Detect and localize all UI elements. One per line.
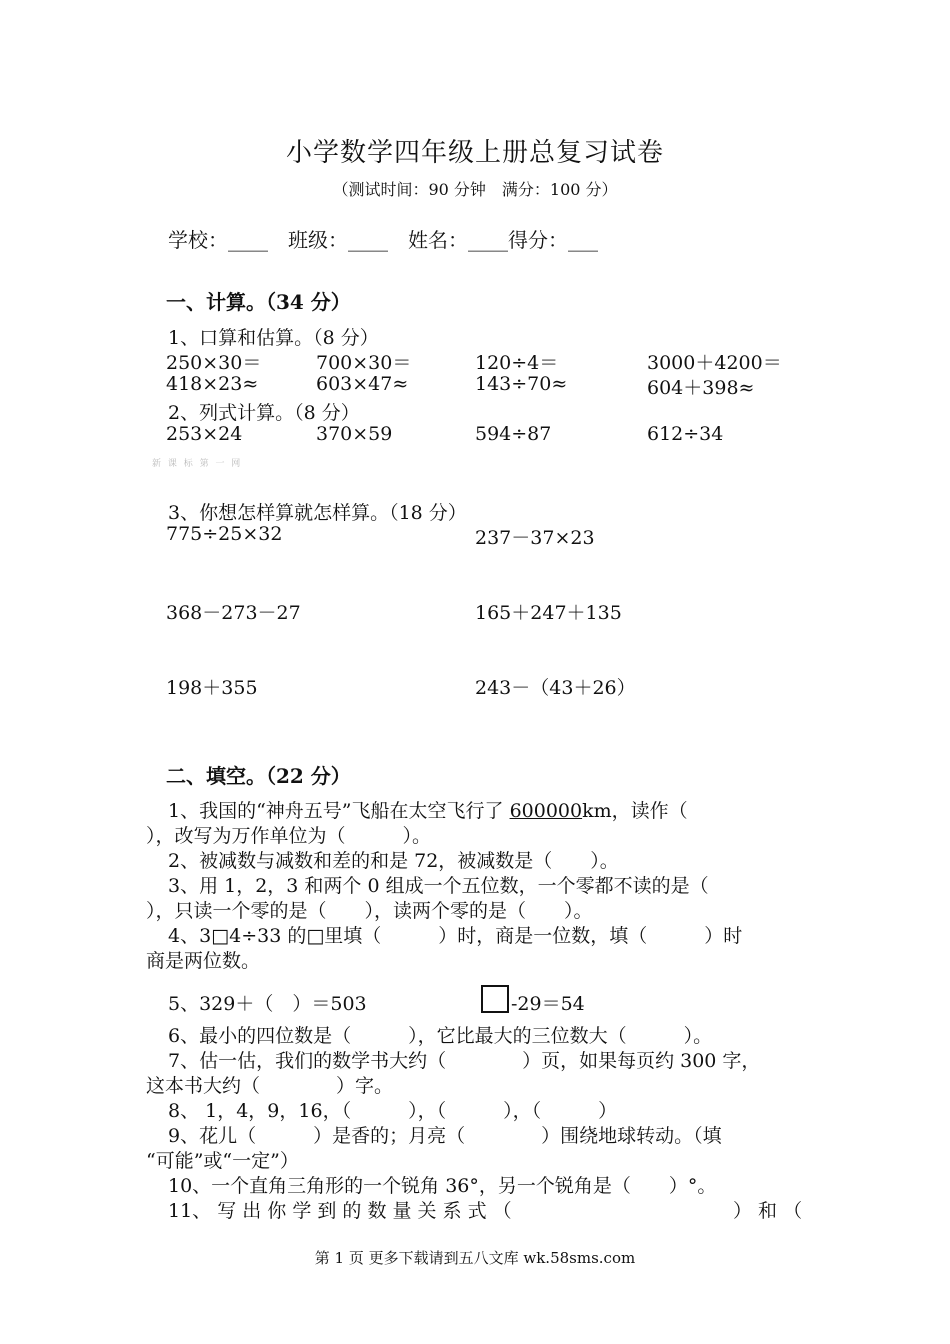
q3-item-4: 165＋247＋135 xyxy=(475,602,622,624)
q1-r1-c3: 120÷4＝ xyxy=(475,352,559,374)
q1-r2-c2: 603×47≈ xyxy=(316,373,409,395)
fill-line-3b: ），只读一个零的是（ ），读两个零的是（ ）。 xyxy=(146,900,593,922)
q2-c4: 612÷34 xyxy=(647,423,724,445)
q3-item-3: 368－273－27 xyxy=(166,602,301,624)
q2-c1: 253×24 xyxy=(166,423,243,445)
q1-label: 1、口算和估算。（8 分） xyxy=(168,327,379,349)
q1-r1-c1: 250×30＝ xyxy=(166,352,262,374)
q3-item-5: 198＋355 xyxy=(166,677,258,699)
fill-line-9b: “可能”或“一定”） xyxy=(146,1150,299,1172)
fill-1-text-a: 1、我国的“神舟五号”飞船在太空飞行了 xyxy=(168,800,510,822)
fill-line-6: 6、最小的四位数是（ ），它比最大的三位数大（ ）。 xyxy=(168,1025,713,1047)
fill-1-number: 600000 xyxy=(509,800,583,822)
q3-item-6: 243－（43＋26） xyxy=(475,677,636,699)
fill-line-1b: ），改写为万作单位为（ ）。 xyxy=(146,825,432,847)
fill-line-7: 7、估一估，我们的数学书大约（ ）页，如果每页约 300 字， xyxy=(168,1050,761,1072)
fill-line-3: 3、用 1，2，3 和两个 0 组成一个五位数，一个零都不读的是（ xyxy=(168,875,709,897)
fill-line-10: 10、一个直角三角形的一个锐角 36°，另一个锐角是（ ）°。 xyxy=(168,1175,717,1197)
fill-line-2: 2、被减数与减数和差的和是 72，被减数是（ ）。 xyxy=(168,850,619,872)
q3-label: 3、你想怎样算就怎样算。（18 分） xyxy=(168,502,467,524)
page-title: 小学数学四年级上册总复习试卷 xyxy=(285,138,664,168)
fill-line-5a: 5、329＋（ ）＝503 xyxy=(168,993,367,1015)
q1-r2-c3: 143÷70≈ xyxy=(475,373,568,395)
q2-c2: 370×59 xyxy=(316,423,393,445)
fill-line-1 xyxy=(168,796,688,823)
fill-line-5b: -29＝54 xyxy=(511,993,585,1015)
fill-line-9: 9、花儿（ ）是香的；月亮（ ）围绕地球转动。（填 xyxy=(168,1125,722,1147)
fill-line-7b: 这本书大约（ ）字。 xyxy=(146,1075,394,1097)
page-footer: 第 1 页 更多下载请到五八文库 wk.58sms.com xyxy=(314,1249,636,1267)
q1-r1-c2: 700×30＝ xyxy=(316,352,412,374)
q3-item-1: 775÷25×32 xyxy=(166,523,283,545)
q3-item-2: 237－37×23 xyxy=(475,527,595,549)
q1-r2-c4: 604＋398≈ xyxy=(647,377,755,399)
q1-r2-c1: 418×23≈ xyxy=(166,373,259,395)
exam-subtitle: （测试时间：90 分钟 满分：100 分） xyxy=(332,180,618,199)
q2-label: 2、列式计算。（8 分） xyxy=(168,402,360,424)
student-info-line: 学校：____ 班级：____ 姓名：____得分：___ xyxy=(168,228,598,252)
fill-line-4b: 商是两位数。 xyxy=(146,950,261,972)
q2-c3: 594÷87 xyxy=(475,423,552,445)
answer-box xyxy=(481,985,509,1013)
fill-line-11b: ） 和 （ xyxy=(733,1200,803,1222)
watermark-text: 新 课 标 第 一 网 xyxy=(152,459,243,469)
fill-line-11a: 11、 写 出 你 学 到 的 数 量 关 系 式 （ xyxy=(168,1200,512,1222)
fill-1-text-b: km，读作（ xyxy=(582,800,688,822)
section-2-heading: 二、填空。（22 分） xyxy=(166,764,351,788)
q1-r1-c4: 3000＋4200＝ xyxy=(647,352,782,374)
fill-line-8: 8、 1，4，9，16，（ ），（ ），（ ） xyxy=(168,1100,618,1122)
fill-line-4: 4、3□4÷33 的□里填（ ）时，商是一位数，填（ ）时 xyxy=(168,925,743,947)
section-1-heading: 一、计算。（34 分） xyxy=(166,290,351,314)
